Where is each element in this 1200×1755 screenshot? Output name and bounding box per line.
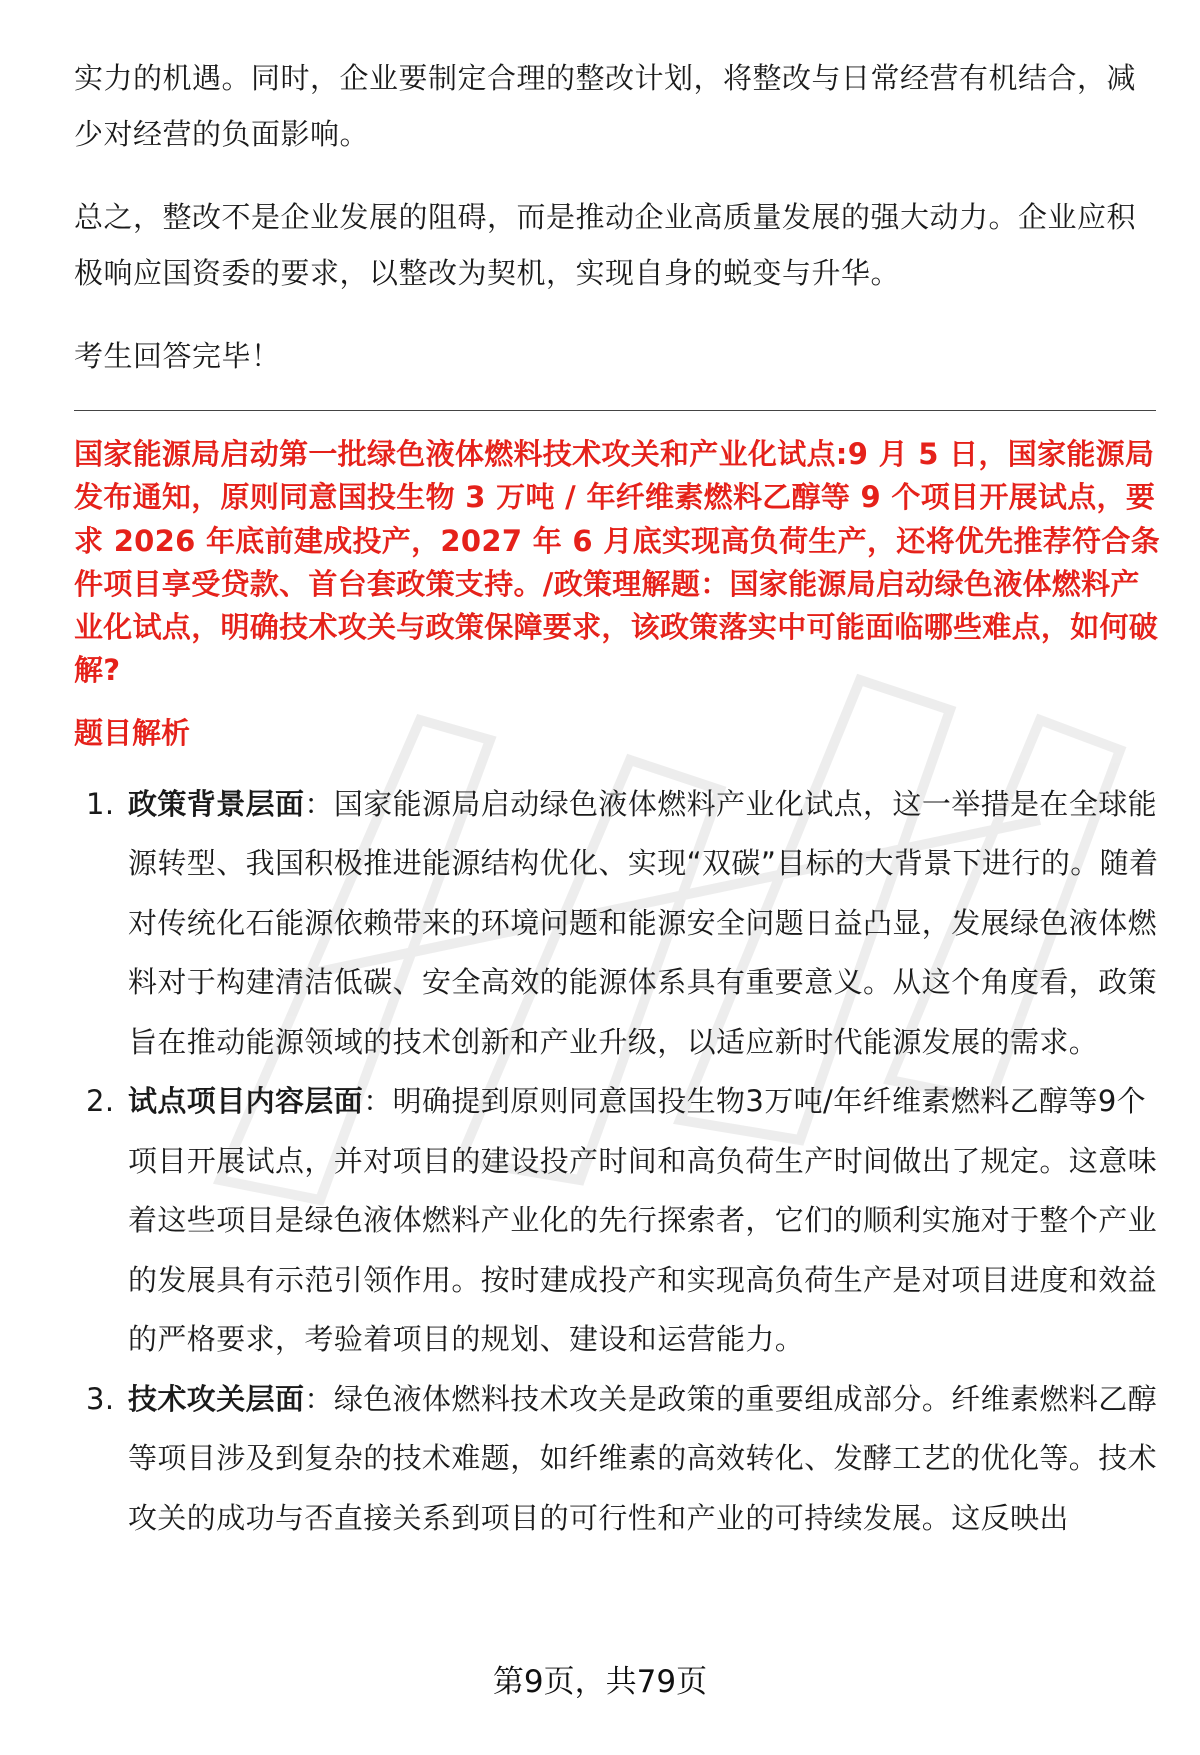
intro-paragraph-1: 实力的机遇。同时，企业要制定合理的整改计划，将整改与日常经营有机结合，减少对经营的负面影响。 xyxy=(74,61,1137,151)
section-divider xyxy=(74,410,1156,411)
analysis-list xyxy=(74,775,1160,1549)
list-item xyxy=(74,775,1160,1073)
list-item-heading: 试点项目内容层面 xyxy=(128,1084,364,1119)
list-item xyxy=(74,1370,1160,1549)
analysis-title: 题目解析 xyxy=(74,715,191,750)
list-item xyxy=(74,1072,1160,1370)
intro-paragraph-2: 总之，整改不是企业发展的阻碍，而是推动企业高质量发展的强大动力。企业应积极响应国资委的要求，以整改为契机，实现自身的蜕变与升华。 xyxy=(74,200,1137,290)
list-item-separator: ： xyxy=(363,1084,393,1119)
list-item-separator: ： xyxy=(304,1381,334,1416)
page-content xyxy=(74,50,1160,1548)
closing-remark: 考生回答完毕！ xyxy=(74,339,281,373)
list-item-number: 3. xyxy=(86,1381,115,1416)
question-text: 国家能源局启动第一批绿色液体燃料技术攻关和产业化试点:9 月 5 日，国家能源局发布通知，原则同意国投生物 3 万吨 / 年纤维素燃料乙醇等 9 个项目开展试点，要求 2026 年底前建成投产，2027 年 6 月底实现高负荷生产，还将优先推荐符合条件项目享受贷款、首台套政策支持。/政策理解题：国家能源局启动绿色液体燃料产业化试点，明确技术攻关与政策保障要求，该政策落实中可能面临哪些难点，如何破解? xyxy=(74,437,1160,688)
list-item-separator: ： xyxy=(304,786,334,821)
list-item-body: 绿色液体燃料技术攻关是政策的重要组成部分。纤维素燃料乙醇等项目涉及到复杂的技术难题，如纤维素的高效转化、发酵工艺的优化等。技术攻关的成功与否直接关系到项目的可行性和产业的可持续发展。这反映出 xyxy=(128,1381,1158,1535)
page-number: 第9页，共79页 xyxy=(492,1664,708,1700)
list-item-number: 2. xyxy=(86,1084,115,1119)
list-item-number: 1. xyxy=(86,786,115,821)
list-item-heading: 技术攻关层面 xyxy=(128,1381,305,1416)
list-item-body: 国家能源局启动绿色液体燃料产业化试点，这一举措是在全球能源转型、我国积极推进能源结构优化、实现“双碳”目标的大背景下进行的。随着对传统化石能源依赖带来的环境问题和能源安全问题日益凸显，发展绿色液体燃料对于构建清洁低碳、安全高效的能源体系具有重要意义。从这个角度看，政策旨在推动能源领域的技术创新和产业升级，以适应新时代能源发展的需求。 xyxy=(128,786,1159,1059)
list-item-heading: 政策背景层面 xyxy=(128,786,305,821)
list-item-body: 明确提到原则同意国投生物3万吨/年纤维素燃料乙醇等9个项目开展试点，并对项目的建设投产时间和高负荷生产时间做出了规定。这意味着这些项目是绿色液体燃料产业化的先行探索者，它们的顺利实施对于整个产业的发展具有示范引领作用。按时建成投产和实现高负荷生产是对项目进度和效益的严格要求，考验着项目的规划、建设和运营能力。 xyxy=(128,1084,1158,1357)
